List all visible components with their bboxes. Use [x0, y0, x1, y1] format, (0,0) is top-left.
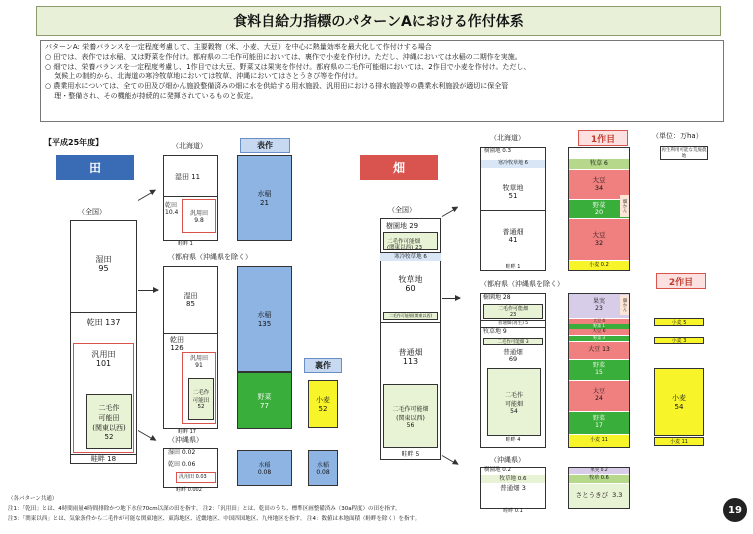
hata-tof-c-yasai-s: 野菜 1 — [569, 324, 629, 329]
hata-hok-c-daizu2-value: 32 — [594, 238, 604, 247]
hata-oki-c-satoukibi-label: さとうきび — [575, 491, 609, 500]
arrow — [442, 455, 458, 465]
hata-tof-c-yasai-15 — [569, 360, 629, 380]
hata-tof-label: （都府県（沖縄県を除く） — [480, 280, 564, 288]
ta-tof-kanden — [163, 336, 191, 352]
hata-nimo-big-value: 56 — [406, 421, 415, 429]
hata-tof-nimo-juen-label: 二毛作可能畑 — [497, 306, 528, 312]
ta-tof-yasai — [237, 372, 292, 429]
hata-hok-kanrei: 寒冷牧草地 6 — [481, 160, 545, 168]
hata-tof-c-yasai-15-label: 野菜 — [592, 362, 605, 370]
ta-shitsuden-label: 湿田 — [95, 255, 112, 264]
hata-hok-c-yasai-label: 野菜 — [592, 200, 606, 209]
ta-tof-shitsuden-label: 湿田 — [183, 292, 198, 300]
hata-header — [360, 155, 438, 180]
intro-line: ○ 畑では、栄養バランスを一定程度考慮し、1作目では大豆、野菜又は果実を作付け。都府県の二毛作可能畑においては、2作目で小麦を作付け。ただし、 — [45, 62, 531, 71]
hata-hok-c-daizu2-label: 大豆 — [592, 231, 606, 240]
footnote-title: （各パターン共通） — [8, 496, 58, 502]
ta-hok-hanyo-label: 汎用田 — [189, 210, 208, 217]
ta-oki-suito-label: 水稲 — [258, 462, 271, 469]
arrow — [138, 430, 156, 441]
hata-kanrei: 寒冷牧草地 6 — [380, 253, 441, 261]
ta-tof-nimo — [188, 378, 214, 420]
ta-tof-komugi-value: 52 — [318, 405, 328, 413]
hata-hok-bokuso — [480, 184, 546, 200]
ta-hanyo-label: 汎用田 — [91, 350, 116, 359]
ta-tof-hanyo-value: 91 — [195, 361, 203, 369]
ta-tof-yasai-value: 77 — [260, 401, 269, 410]
hata-tof-komugi5-label: 小麦 5 — [671, 319, 687, 326]
intro-box — [40, 40, 724, 122]
intro-line: ○ 田では、表作では水稲、又は野菜を作付け。都府県の二毛作可能田においては、裏作で小麦を作付け。ただし、沖縄においては水稲の二期作を実施。 — [45, 52, 522, 61]
page-number — [723, 498, 747, 522]
intro-line: 気候上の制約から、北海道の寒冷牧草地においては牧草、沖縄においてはさとうきび等を作付け。 — [45, 72, 362, 81]
ta-tof-shitsuden — [163, 292, 218, 308]
hata-bokuso — [380, 275, 441, 293]
hata-tof-nimo — [487, 368, 541, 436]
hata-tof-c-kajitsu-label: 果実 — [592, 298, 605, 306]
hata-tof-nimo-bokuso — [483, 338, 543, 345]
hata-tof-komugi3-label: 小麦 3 — [671, 338, 687, 344]
hata-tof-hatakan-label: 畑かん — [622, 298, 628, 312]
hata-tof-futsu-value: 69 — [508, 355, 518, 364]
ta-oki-hanyo-label: 汎用田 0.03 — [179, 474, 207, 480]
ta-tof-yasai-label: 野菜 — [257, 392, 272, 401]
ta-omote-header — [240, 138, 290, 153]
ta-ura-label: 裏作 — [315, 361, 331, 370]
page-title: 食料自給力指標のパターンAにおける作付体系 — [233, 14, 524, 30]
units-label: （単位：万ha） — [652, 132, 703, 140]
hata-oki-c-kajitsu: 果実 0.2 — [569, 468, 629, 474]
ta-tof-komugi-label: 小麦 — [316, 396, 330, 404]
hata-tof-juen: 樹園地 28 — [483, 294, 511, 301]
ta-oki-suito — [237, 450, 292, 486]
hata-tof-c-kajitsu-value: 23 — [595, 305, 603, 312]
hata-second-label: 2作目 — [668, 277, 694, 288]
divider — [163, 333, 218, 334]
divider — [380, 322, 441, 323]
hata-tof-c-yasai-17-value: 17 — [595, 422, 603, 429]
hata-tof-komugi5 — [654, 318, 704, 326]
ta-hanyo-value: 101 — [95, 359, 112, 369]
hata-nimo-big-label: 二毛作可能畑 (関東以西) — [392, 405, 429, 422]
ta-ura-header — [304, 358, 342, 373]
hata-nimo-kanto — [383, 232, 438, 250]
hata-oki-label: （沖縄県） — [490, 456, 525, 464]
divider — [480, 210, 546, 211]
intro-line: パターンA: 栄養バランスを一定程度考慮して、主要穀物（米、小麦、大豆）を中心に熱量効率を最大化して作付けする場合 — [45, 43, 432, 51]
hata-hok-aze: 畦畔 1 — [505, 264, 521, 270]
ta-zenkoku-label: （全国） — [78, 208, 106, 216]
ta-oki-suito2 — [308, 450, 338, 486]
hata-tof-nimo-bokuso-label: 二毛作可能畑 3 — [497, 339, 529, 345]
ta-shitsuden — [70, 255, 137, 273]
ta-hok-hanyo-box — [182, 199, 216, 233]
ta-hok-label: （北海道） — [172, 142, 207, 150]
ta-oki-aze: 畦畔 0.002 — [176, 487, 202, 493]
hata-hok-hatakan-label: 畑かん — [622, 199, 628, 213]
ta-hok-suito — [237, 155, 292, 241]
hata-tof-c-daizu-13: 大豆 13 — [569, 342, 629, 359]
hata-tof-fusai: 普通畑(再生) 5 — [481, 320, 545, 328]
hata-zenkoku-label: （全国） — [388, 206, 416, 214]
hata-hok-c-daizu1-label: 大豆 — [592, 176, 606, 185]
hata-hok-label: （北海道） — [490, 134, 525, 142]
ta-nimo-value: 52 — [104, 432, 114, 441]
hata-tof-bokuso: 牧草地 9 — [483, 328, 507, 335]
ta-header — [56, 155, 134, 180]
arrow — [138, 190, 156, 201]
ta-nimo-box — [86, 394, 132, 449]
hata-second-header — [656, 273, 706, 289]
arrow — [442, 207, 458, 217]
intro-line: ○ 農業用水については、全ての田及び畑かん施設整備済みの畑に水を供給する用水施設、汎用田における排水施設等の農業水利施設が適切に保全管 — [45, 82, 509, 91]
hata-hok-c-komugi: 小麦 0.2 — [569, 261, 629, 270]
hata-bokuso-label: 牧草地 — [398, 275, 423, 284]
ta-oki-suito2-value: 0.08 — [316, 469, 330, 476]
ta-shitsuden-value: 95 — [98, 264, 109, 274]
ta-tof-kanden-value: 126 — [170, 344, 184, 353]
hata-tof-hatakan — [620, 295, 629, 315]
hata-tof-komugi11 — [654, 437, 704, 446]
hata-nimo-big — [383, 384, 438, 448]
footnote-1: 注1：「乾田」とは、4時間雨量4時間排除かつ地下水位70cm以深の田を指す。 注2：「汎用田」とは、乾田のうち、標準区画整備済み（30a程度）の田を指す。 — [8, 506, 401, 512]
hata-hok-c-daizu2 — [569, 219, 629, 260]
hata-juen: 樹園地 29 — [386, 222, 419, 230]
hata-nimo-small-label: 二毛作可能畑(関東以西) — [388, 313, 433, 318]
hata-tof-futsu — [480, 349, 546, 364]
hata-futsu-label: 普通畑 — [398, 348, 423, 357]
hata-hok-c-bokuso: 牧草 6 — [569, 159, 629, 169]
hata-tof-c-yasai-17 — [569, 412, 629, 434]
ta-hok-suito-value: 21 — [260, 199, 269, 207]
hata-oki-juen: 樹園地 0.2 — [484, 467, 511, 473]
hata-tof-nimo-juen-value: 23 — [509, 312, 517, 318]
ta-omote-label: 表作 — [257, 141, 273, 150]
hata-oki-aze: 畦畔 0.1 — [503, 508, 523, 514]
hata-hok-futsu — [480, 228, 546, 244]
hata-first-label: 1作目 — [590, 134, 616, 145]
hata-hok-juen: 樹園地 0.3 — [484, 148, 511, 154]
hata-tof-c-yasai-15-value: 15 — [595, 369, 603, 376]
hata-tof-komugi54-value: 54 — [674, 403, 684, 411]
ta-tof-kanden-label: 乾田 — [170, 336, 184, 344]
ta-tof-hanyo-label: 汎用田 — [189, 355, 208, 362]
ta-hanyo — [73, 350, 134, 368]
hata-tof-futsu-label: 普通畑 — [503, 348, 523, 356]
hata-tof-komugi54-label: 小麦 — [672, 394, 686, 402]
ta-tof-hanyo — [182, 356, 216, 370]
hata-tof-komugi3 — [654, 337, 704, 344]
ta-tof-aze: 畦畔 17 — [178, 429, 196, 435]
divider — [70, 312, 137, 313]
hata-futsu-value: 113 — [402, 357, 419, 367]
hata-header-label: 畑 — [392, 161, 405, 175]
hata-hok-hatakan — [620, 195, 629, 217]
footnote-2: 注3：「関東以西」とは、気象条件から二毛作が可能な関東地区、東海地区、近畿地区、中国四国地区、九州地区を指す。 注4：数値は本地面積（畦畔を除く）を指す。 — [8, 516, 421, 522]
arrow — [138, 290, 158, 291]
hata-tof-c-daizu-24 — [569, 381, 629, 411]
hata-tof-c-daizu-s: 大豆 4 — [569, 319, 629, 324]
ta-header-label: 田 — [88, 161, 101, 175]
ta-oki-label: （沖縄県） — [168, 436, 203, 444]
hata-tof-aze: 畦畔 4 — [505, 437, 521, 443]
ta-tof-label: （都府県（沖縄県を除く） — [168, 253, 252, 261]
hata-aze: 畦畔 5 — [401, 451, 420, 458]
hata-hok-futsu-label: 普通畑 — [502, 228, 524, 236]
divider — [163, 196, 218, 197]
ta-tof-suito-value: 135 — [257, 320, 272, 328]
ta-hok-shitsuden: 湿田 11 — [175, 173, 201, 181]
title-banner — [36, 6, 721, 36]
ta-kanden: 乾田 137 — [86, 318, 121, 327]
hata-tof-komugi11-label: 小麦 11 — [670, 439, 688, 445]
hata-tof-c-daizu-24-value: 24 — [595, 395, 603, 402]
hata-tof-c-yasai-s2: 野菜 3 — [569, 336, 629, 341]
hata-hok-bokuso-label: 牧草地 — [502, 184, 524, 192]
hata-tof-komugi54 — [654, 368, 704, 436]
hata-oki-futsu: 普通畑 3 — [500, 484, 526, 492]
ta-hok-suito-label: 水稲 — [257, 190, 272, 198]
legend-note — [660, 146, 708, 160]
hata-tof-nimo-value: 54 — [510, 407, 518, 415]
hata-oki-c-satoukibi — [569, 484, 629, 508]
hata-tof-c-daizu-24-label: 大豆 — [592, 388, 605, 396]
hata-oki-c-satoukibi-value: 3.3 — [612, 491, 623, 500]
hata-hok-bokuso-value: 51 — [508, 192, 518, 201]
ta-tof-nimo-value: 52 — [197, 404, 205, 410]
intro-line: 理・整備され、その機能が持続的に発揮されているものと仮定。 — [45, 91, 258, 100]
ta-oki-suito2-label: 水稲 — [316, 462, 329, 469]
hata-first-header — [578, 130, 628, 146]
ta-tof-nimo-label: 二毛作 可能田 — [192, 390, 210, 404]
ta-hok-aze: 畦畔 1 — [178, 241, 193, 247]
ta-nimo-label: 二毛作 可能田 (関東以西) — [92, 403, 126, 432]
ta-tof-suito-label: 水稲 — [257, 311, 272, 319]
hata-oki-bokuso: 牧草地 0.6 — [481, 475, 545, 483]
ta-tof-komugi — [308, 380, 338, 428]
hata-tof-nimo-label: 二毛作 可能畑 — [504, 391, 523, 408]
arrow — [442, 298, 460, 299]
hata-tof-c-yasai-17-label: 野菜 — [592, 415, 605, 423]
ta-tof-shitsuden-value: 85 — [186, 300, 195, 309]
hata-tof-c-komugi-11: 小麦 11 — [569, 435, 629, 447]
hata-hok-futsu-value: 41 — [508, 236, 518, 245]
hata-bokuso-value: 60 — [405, 284, 416, 294]
ta-oki-hanyo — [176, 472, 216, 483]
ta-hok-hanyo-value: 9.8 — [194, 217, 204, 224]
ta-aze: 畦畔 18 — [90, 455, 117, 463]
page-number-label: 19 — [728, 504, 742, 516]
hata-nimo-kanto-label: 二毛作可能畑 (関東以西) 23 — [387, 239, 423, 252]
legend-note-label: 再生利用可能な荒廃農地 — [661, 148, 707, 159]
ta-oki-suito-value: 0.08 — [257, 469, 272, 476]
hata-tof-nimo-juen — [483, 304, 543, 319]
year-label: 【平成25年度】 — [44, 138, 104, 147]
ta-oki-shitsuden: 湿田 0.02 — [168, 449, 196, 456]
hata-oki-c-bokuso: 牧草 0.6 — [569, 475, 629, 483]
hata-tof-c-daizu-s2: 大豆 6 — [569, 329, 629, 335]
ta-tof-suito — [237, 266, 292, 372]
ta-oki-kanden: 乾田 0.06 — [168, 461, 196, 468]
hata-hok-c-daizu1-value: 34 — [594, 183, 604, 192]
hata-futsu — [380, 348, 441, 366]
hata-nimo-small — [383, 312, 438, 320]
hata-hok-c-yasai-value: 20 — [594, 208, 604, 216]
ta-hok-kanden: 乾田 10.4 — [165, 202, 179, 216]
